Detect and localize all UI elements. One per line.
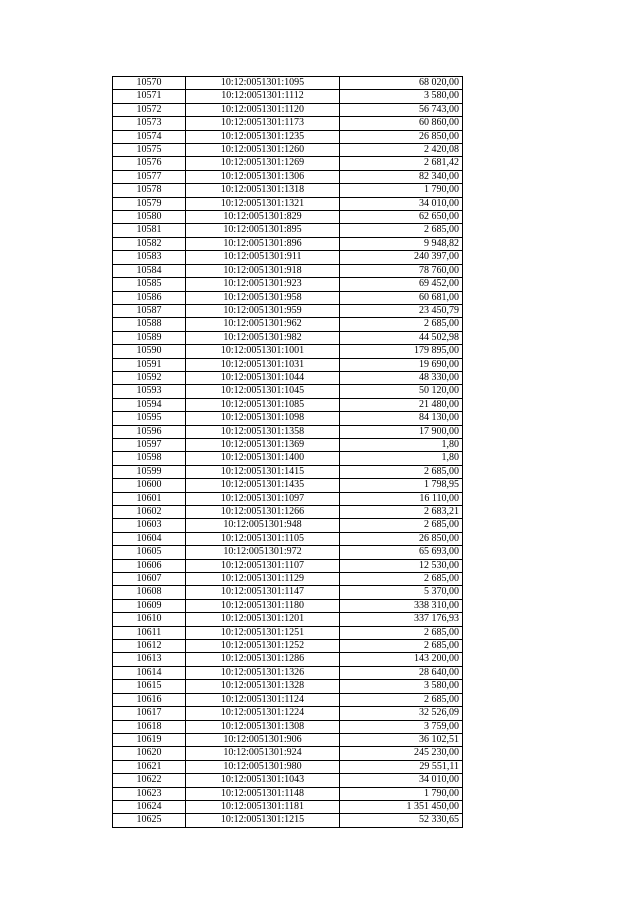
row-number-cell: 10601 xyxy=(113,492,186,505)
cadastral-number-cell: 10:12:0051301:1180 xyxy=(186,599,340,612)
cadastral-number-cell: 10:12:0051301:1001 xyxy=(186,345,340,358)
row-number-cell: 10581 xyxy=(113,224,186,237)
cadastral-number-cell: 10:12:0051301:1321 xyxy=(186,197,340,210)
cadastral-number-cell: 10:12:0051301:1266 xyxy=(186,506,340,519)
value-cell: 337 176,93 xyxy=(340,613,463,626)
row-number-cell: 10587 xyxy=(113,304,186,317)
cadastral-number-cell: 10:12:0051301:1031 xyxy=(186,358,340,371)
cadastral-number-cell: 10:12:0051301:1045 xyxy=(186,385,340,398)
row-number-cell: 10580 xyxy=(113,211,186,224)
table-row xyxy=(113,251,463,264)
row-number-cell: 10625 xyxy=(113,814,186,827)
table-row xyxy=(113,412,463,425)
value-cell: 245 230,00 xyxy=(340,747,463,760)
row-number-cell: 10608 xyxy=(113,586,186,599)
value-cell: 179 895,00 xyxy=(340,345,463,358)
value-cell: 2 685,00 xyxy=(340,640,463,653)
value-cell: 19 690,00 xyxy=(340,358,463,371)
table-row xyxy=(113,398,463,411)
cadastral-number-cell: 10:12:0051301:959 xyxy=(186,304,340,317)
value-cell: 3 580,00 xyxy=(340,90,463,103)
table-row xyxy=(113,130,463,143)
value-cell: 78 760,00 xyxy=(340,264,463,277)
cadastral-number-cell: 10:12:0051301:1112 xyxy=(186,90,340,103)
cadastral-number-cell: 10:12:0051301:1235 xyxy=(186,130,340,143)
value-cell: 143 200,00 xyxy=(340,653,463,666)
table-row xyxy=(113,184,463,197)
row-number-cell: 10572 xyxy=(113,103,186,116)
table-row xyxy=(113,640,463,653)
value-cell: 68 020,00 xyxy=(340,77,463,90)
row-number-cell: 10570 xyxy=(113,77,186,90)
table-row xyxy=(113,237,463,250)
cadastral-number-cell: 10:12:0051301:1435 xyxy=(186,479,340,492)
value-cell: 56 743,00 xyxy=(340,103,463,116)
table-row xyxy=(113,438,463,451)
row-number-cell: 10579 xyxy=(113,197,186,210)
value-cell: 26 850,00 xyxy=(340,130,463,143)
cadastral-number-cell: 10:12:0051301:829 xyxy=(186,211,340,224)
value-cell: 26 850,00 xyxy=(340,532,463,545)
value-cell: 9 948,82 xyxy=(340,237,463,250)
table-row xyxy=(113,211,463,224)
value-cell: 48 330,00 xyxy=(340,371,463,384)
value-cell: 2 683,21 xyxy=(340,506,463,519)
value-cell: 3 759,00 xyxy=(340,720,463,733)
row-number-cell: 10577 xyxy=(113,170,186,183)
cadastral-number-cell: 10:12:0051301:1129 xyxy=(186,573,340,586)
value-cell: 28 640,00 xyxy=(340,666,463,679)
table-row xyxy=(113,532,463,545)
row-number-cell: 10589 xyxy=(113,331,186,344)
row-number-cell: 10600 xyxy=(113,479,186,492)
cadastral-number-cell: 10:12:0051301:1107 xyxy=(186,559,340,572)
value-cell: 16 110,00 xyxy=(340,492,463,505)
value-cell: 1,80 xyxy=(340,452,463,465)
cadastral-number-cell: 10:12:0051301:958 xyxy=(186,291,340,304)
value-cell: 5 370,00 xyxy=(340,586,463,599)
table-row xyxy=(113,733,463,746)
row-number-cell: 10620 xyxy=(113,747,186,760)
value-cell: 2 685,00 xyxy=(340,626,463,639)
cadastral-number-cell: 10:12:0051301:918 xyxy=(186,264,340,277)
table-row xyxy=(113,707,463,720)
value-cell: 36 102,51 xyxy=(340,733,463,746)
cadastral-number-cell: 10:12:0051301:895 xyxy=(186,224,340,237)
table-body xyxy=(113,77,463,828)
value-cell: 62 650,00 xyxy=(340,211,463,224)
cadastral-number-cell: 10:12:0051301:1400 xyxy=(186,452,340,465)
table-row xyxy=(113,278,463,291)
table-row xyxy=(113,747,463,760)
row-number-cell: 10614 xyxy=(113,666,186,679)
cadastral-number-cell: 10:12:0051301:911 xyxy=(186,251,340,264)
cadastral-number-cell: 10:12:0051301:1251 xyxy=(186,626,340,639)
row-number-cell: 10586 xyxy=(113,291,186,304)
value-cell: 2 685,00 xyxy=(340,224,463,237)
table-row xyxy=(113,519,463,532)
row-number-cell: 10590 xyxy=(113,345,186,358)
table-row xyxy=(113,77,463,90)
value-cell: 50 120,00 xyxy=(340,385,463,398)
table-row xyxy=(113,331,463,344)
cadastral-number-cell: 10:12:0051301:1260 xyxy=(186,144,340,157)
value-cell: 52 330,65 xyxy=(340,814,463,827)
cadastral-number-cell: 10:12:0051301:1224 xyxy=(186,707,340,720)
row-number-cell: 10576 xyxy=(113,157,186,170)
value-cell: 338 310,00 xyxy=(340,599,463,612)
table-row xyxy=(113,264,463,277)
value-cell: 2 685,00 xyxy=(340,693,463,706)
table-row xyxy=(113,693,463,706)
table-row xyxy=(113,358,463,371)
cadastral-number-cell: 10:12:0051301:1308 xyxy=(186,720,340,733)
value-cell: 2 681,42 xyxy=(340,157,463,170)
cadastral-number-cell: 10:12:0051301:1358 xyxy=(186,425,340,438)
cadastral-number-cell: 10:12:0051301:980 xyxy=(186,760,340,773)
value-cell: 3 580,00 xyxy=(340,680,463,693)
cadastral-number-cell: 10:12:0051301:896 xyxy=(186,237,340,250)
value-cell: 240 397,00 xyxy=(340,251,463,264)
value-cell: 21 480,00 xyxy=(340,398,463,411)
table-row xyxy=(113,452,463,465)
value-cell: 32 526,09 xyxy=(340,707,463,720)
row-number-cell: 10595 xyxy=(113,412,186,425)
row-number-cell: 10616 xyxy=(113,693,186,706)
row-number-cell: 10578 xyxy=(113,184,186,197)
value-cell: 1,80 xyxy=(340,438,463,451)
cadastral-number-cell: 10:12:0051301:1095 xyxy=(186,77,340,90)
row-number-cell: 10619 xyxy=(113,733,186,746)
cadastral-number-cell: 10:12:0051301:962 xyxy=(186,318,340,331)
cadastral-number-cell: 10:12:0051301:1097 xyxy=(186,492,340,505)
cadastral-number-cell: 10:12:0051301:1328 xyxy=(186,680,340,693)
cadastral-number-cell: 10:12:0051301:1215 xyxy=(186,814,340,827)
value-cell: 1 798,95 xyxy=(340,479,463,492)
cadastral-number-cell: 10:12:0051301:1085 xyxy=(186,398,340,411)
value-cell: 1 790,00 xyxy=(340,184,463,197)
row-number-cell: 10621 xyxy=(113,760,186,773)
table-row xyxy=(113,626,463,639)
cadastral-number-cell: 10:12:0051301:1105 xyxy=(186,532,340,545)
table-row xyxy=(113,599,463,612)
table-row xyxy=(113,371,463,384)
row-number-cell: 10624 xyxy=(113,800,186,813)
row-number-cell: 10604 xyxy=(113,532,186,545)
row-number-cell: 10573 xyxy=(113,117,186,130)
row-number-cell: 10599 xyxy=(113,465,186,478)
table-row xyxy=(113,800,463,813)
value-cell: 84 130,00 xyxy=(340,412,463,425)
value-cell: 65 693,00 xyxy=(340,546,463,559)
row-number-cell: 10596 xyxy=(113,425,186,438)
row-number-cell: 10615 xyxy=(113,680,186,693)
cadastral-number-cell: 10:12:0051301:1252 xyxy=(186,640,340,653)
table-row xyxy=(113,144,463,157)
cadastral-number-cell: 10:12:0051301:1201 xyxy=(186,613,340,626)
cadastral-number-cell: 10:12:0051301:1326 xyxy=(186,666,340,679)
cadastral-number-cell: 10:12:0051301:1415 xyxy=(186,465,340,478)
row-number-cell: 10617 xyxy=(113,707,186,720)
table-row xyxy=(113,345,463,358)
cadastral-number-cell: 10:12:0051301:1181 xyxy=(186,800,340,813)
value-cell: 2 685,00 xyxy=(340,318,463,331)
table-row xyxy=(113,103,463,116)
row-number-cell: 10591 xyxy=(113,358,186,371)
row-number-cell: 10574 xyxy=(113,130,186,143)
cadastral-number-cell: 10:12:0051301:1269 xyxy=(186,157,340,170)
table-row xyxy=(113,117,463,130)
value-cell: 1 790,00 xyxy=(340,787,463,800)
row-number-cell: 10613 xyxy=(113,653,186,666)
table-row xyxy=(113,291,463,304)
row-number-cell: 10584 xyxy=(113,264,186,277)
value-cell: 44 502,98 xyxy=(340,331,463,344)
value-cell: 17 900,00 xyxy=(340,425,463,438)
row-number-cell: 10583 xyxy=(113,251,186,264)
row-number-cell: 10575 xyxy=(113,144,186,157)
cadastral-number-cell: 10:12:0051301:923 xyxy=(186,278,340,291)
table-row xyxy=(113,197,463,210)
value-cell: 23 450,79 xyxy=(340,304,463,317)
cadastral-number-cell: 10:12:0051301:1173 xyxy=(186,117,340,130)
value-cell: 60 860,00 xyxy=(340,117,463,130)
row-number-cell: 10598 xyxy=(113,452,186,465)
table-row xyxy=(113,760,463,773)
table-row xyxy=(113,492,463,505)
row-number-cell: 10588 xyxy=(113,318,186,331)
value-cell: 2 685,00 xyxy=(340,465,463,478)
value-cell: 34 010,00 xyxy=(340,197,463,210)
row-number-cell: 10618 xyxy=(113,720,186,733)
table-row xyxy=(113,787,463,800)
table-row xyxy=(113,559,463,572)
cadastral-number-cell: 10:12:0051301:1369 xyxy=(186,438,340,451)
row-number-cell: 10602 xyxy=(113,506,186,519)
row-number-cell: 10603 xyxy=(113,519,186,532)
value-cell: 82 340,00 xyxy=(340,170,463,183)
table-row xyxy=(113,465,463,478)
cadastral-number-cell: 10:12:0051301:1044 xyxy=(186,371,340,384)
table-row xyxy=(113,814,463,827)
cadastral-number-cell: 10:12:0051301:1147 xyxy=(186,586,340,599)
table-row xyxy=(113,666,463,679)
table-row xyxy=(113,224,463,237)
cadastral-number-cell: 10:12:0051301:1318 xyxy=(186,184,340,197)
cadastral-number-cell: 10:12:0051301:1098 xyxy=(186,412,340,425)
table-row xyxy=(113,720,463,733)
value-cell: 2 685,00 xyxy=(340,519,463,532)
row-number-cell: 10593 xyxy=(113,385,186,398)
cadastral-number-cell: 10:12:0051301:1306 xyxy=(186,170,340,183)
row-number-cell: 10582 xyxy=(113,237,186,250)
cadastral-number-cell: 10:12:0051301:906 xyxy=(186,733,340,746)
cadastral-number-cell: 10:12:0051301:924 xyxy=(186,747,340,760)
row-number-cell: 10606 xyxy=(113,559,186,572)
row-number-cell: 10611 xyxy=(113,626,186,639)
row-number-cell: 10623 xyxy=(113,787,186,800)
table-row xyxy=(113,680,463,693)
table-row xyxy=(113,318,463,331)
value-cell: 60 681,00 xyxy=(340,291,463,304)
row-number-cell: 10610 xyxy=(113,613,186,626)
cadastral-number-cell: 10:12:0051301:1148 xyxy=(186,787,340,800)
table-row xyxy=(113,90,463,103)
cadastral-number-cell: 10:12:0051301:972 xyxy=(186,546,340,559)
cadastral-number-cell: 10:12:0051301:1124 xyxy=(186,693,340,706)
value-cell: 2 420,08 xyxy=(340,144,463,157)
value-cell: 1 351 450,00 xyxy=(340,800,463,813)
table-row xyxy=(113,546,463,559)
table-row xyxy=(113,613,463,626)
table-row xyxy=(113,573,463,586)
row-number-cell: 10605 xyxy=(113,546,186,559)
cadastral-number-cell: 10:12:0051301:1120 xyxy=(186,103,340,116)
value-cell: 69 452,00 xyxy=(340,278,463,291)
table-row xyxy=(113,586,463,599)
table-row xyxy=(113,385,463,398)
value-cell: 34 010,00 xyxy=(340,774,463,787)
row-number-cell: 10609 xyxy=(113,599,186,612)
table-row xyxy=(113,425,463,438)
table-row xyxy=(113,774,463,787)
cadastral-number-cell: 10:12:0051301:1043 xyxy=(186,774,340,787)
row-number-cell: 10592 xyxy=(113,371,186,384)
row-number-cell: 10594 xyxy=(113,398,186,411)
table-row xyxy=(113,304,463,317)
row-number-cell: 10585 xyxy=(113,278,186,291)
table-row xyxy=(113,653,463,666)
cadastral-number-cell: 10:12:0051301:982 xyxy=(186,331,340,344)
table-row xyxy=(113,157,463,170)
row-number-cell: 10571 xyxy=(113,90,186,103)
cadastral-value-table xyxy=(112,76,463,828)
cadastral-number-cell: 10:12:0051301:1286 xyxy=(186,653,340,666)
row-number-cell: 10622 xyxy=(113,774,186,787)
table-row xyxy=(113,506,463,519)
row-number-cell: 10612 xyxy=(113,640,186,653)
row-number-cell: 10597 xyxy=(113,438,186,451)
value-cell: 12 530,00 xyxy=(340,559,463,572)
cadastral-number-cell: 10:12:0051301:948 xyxy=(186,519,340,532)
row-number-cell: 10607 xyxy=(113,573,186,586)
value-cell: 2 685,00 xyxy=(340,573,463,586)
value-cell: 29 551,11 xyxy=(340,760,463,773)
table-row xyxy=(113,170,463,183)
table-row xyxy=(113,479,463,492)
